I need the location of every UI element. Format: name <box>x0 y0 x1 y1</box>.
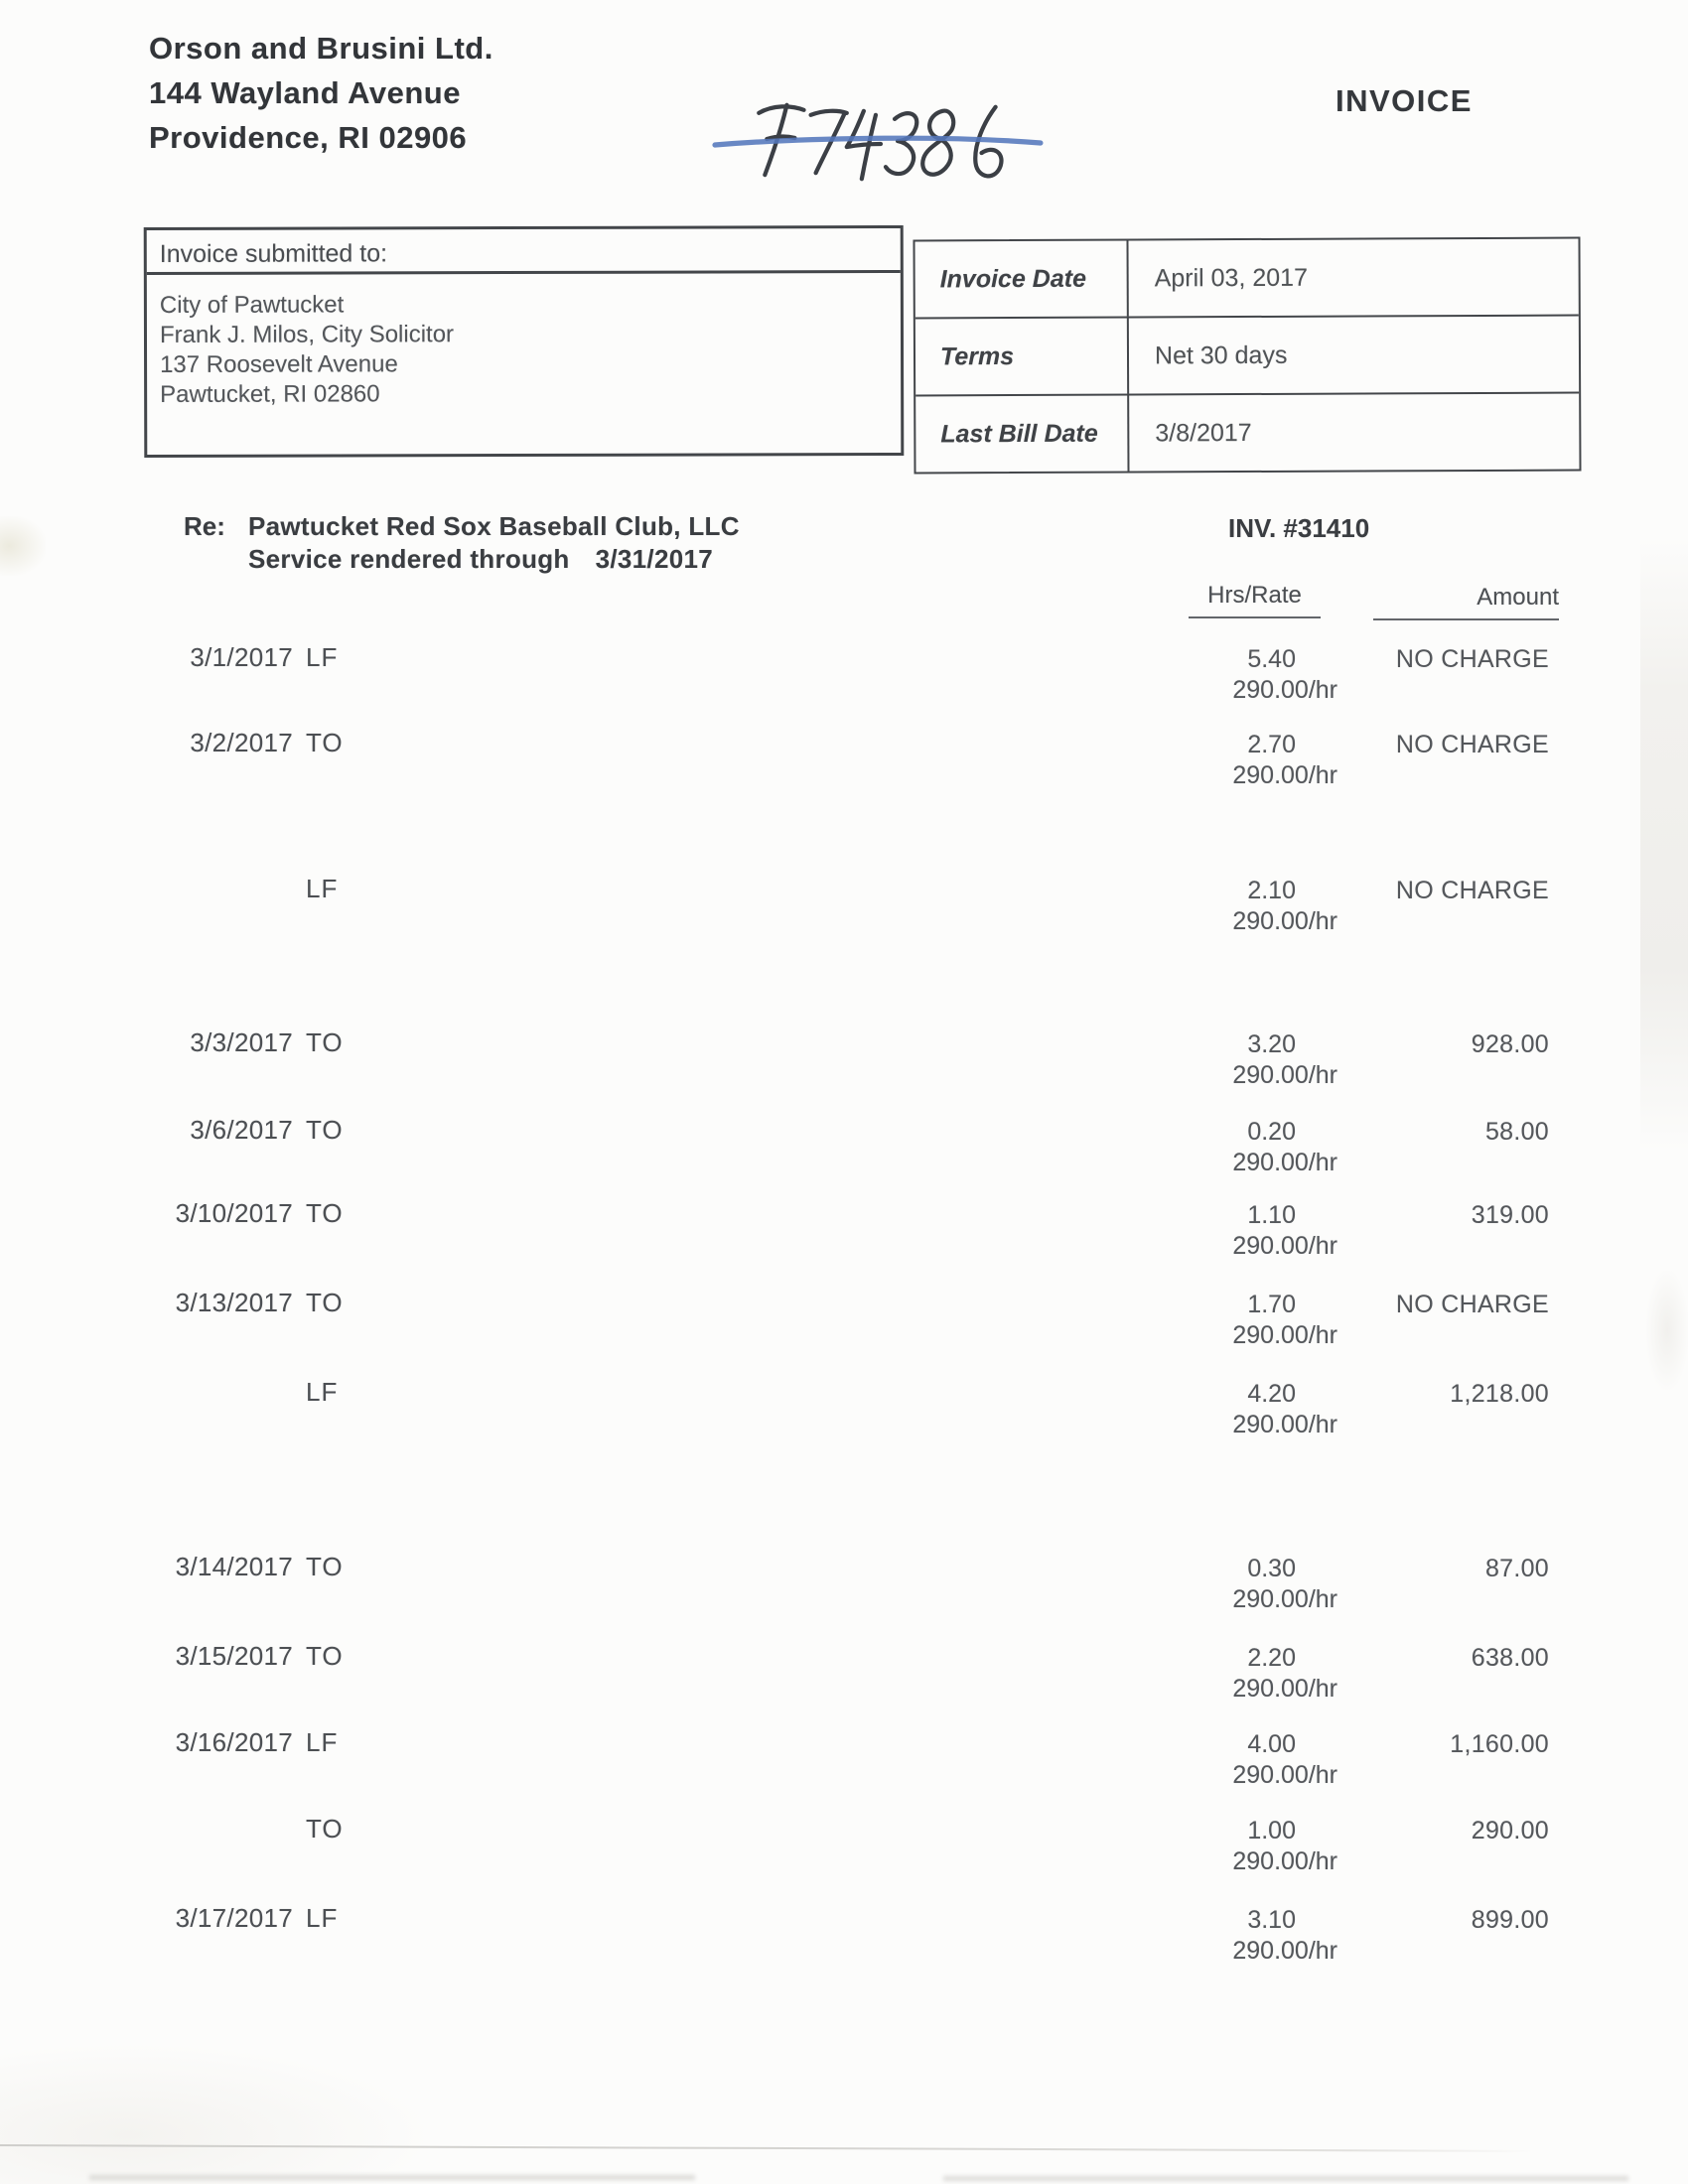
item-code: TO <box>306 1027 344 1057</box>
item-rate: 290.00/hr <box>1232 1675 1337 1703</box>
column-header-hrs-rate: Hrs/Rate <box>1189 582 1321 618</box>
invoice-date-value: April 03, 2017 <box>1154 263 1308 292</box>
item-date: 3/14/2017 <box>175 1552 293 1581</box>
item-hours: 3.10 <box>1247 1906 1296 1934</box>
line-item-row <box>0 642 1688 706</box>
item-rate: 290.00/hr <box>1232 1761 1337 1789</box>
submitted-to-label: Invoice submitted to: <box>147 228 901 275</box>
item-rate: 290.00/hr <box>1232 1149 1337 1176</box>
item-code: TO <box>306 1115 344 1145</box>
item-hours: 1.70 <box>1247 1291 1296 1318</box>
line-item-row <box>0 1377 1688 1440</box>
item-hours: 4.00 <box>1247 1730 1296 1758</box>
item-rate: 290.00/hr <box>1232 1937 1337 1965</box>
company-address-line2: Providence, RI 02906 <box>149 120 468 155</box>
item-hours: 2.20 <box>1247 1644 1296 1672</box>
item-amount: NO CHARGE <box>1395 1291 1549 1318</box>
item-hours: 1.10 <box>1247 1201 1296 1229</box>
item-amount: 87.00 <box>1484 1555 1549 1582</box>
item-code: TO <box>306 728 344 757</box>
submitted-to-line: City of Pawtucket <box>159 291 345 319</box>
item-code: LF <box>306 642 339 672</box>
item-hours: 4.20 <box>1247 1380 1296 1408</box>
service-rendered-line <box>248 544 713 575</box>
item-date: 3/16/2017 <box>175 1727 293 1757</box>
item-date: 3/6/2017 <box>190 1115 293 1145</box>
item-date: 3/2/2017 <box>190 728 293 757</box>
invoice-number: INV. #31410 <box>1228 513 1370 543</box>
item-code: TO <box>306 1288 344 1317</box>
item-code: TO <box>306 1198 344 1228</box>
item-date: 3/1/2017 <box>190 642 293 672</box>
item-date: 3/10/2017 <box>175 1198 293 1228</box>
item-amount: NO CHARGE <box>1395 877 1549 904</box>
item-hours: 2.70 <box>1247 731 1296 758</box>
company-address-line1: 144 Wayland Avenue <box>149 75 461 110</box>
scan-artifact <box>943 2176 1628 2181</box>
item-rate: 290.00/hr <box>1232 907 1337 935</box>
line-item-row <box>0 728 1688 791</box>
item-amount: NO CHARGE <box>1395 645 1549 673</box>
column-header-amount: Amount <box>1373 584 1559 620</box>
item-rate: 290.00/hr <box>1232 1321 1337 1349</box>
scan-artifact <box>0 2045 427 2184</box>
item-amount: 1,218.00 <box>1450 1380 1549 1408</box>
item-code: LF <box>306 1377 339 1407</box>
meta-label: Invoice Date <box>914 241 1128 318</box>
submitted-to-line: 137 Roosevelt Avenue <box>160 350 398 378</box>
item-amount: 319.00 <box>1471 1201 1549 1229</box>
line-item-row <box>0 1288 1688 1351</box>
submitted-to-line: Frank J. Milos, City Solicitor <box>159 321 455 348</box>
line-item-row <box>0 1814 1688 1877</box>
submitted-to-box <box>144 225 905 458</box>
item-rate: 290.00/hr <box>1232 1232 1337 1260</box>
client-name: Pawtucket Red Sox Baseball Club, LLC <box>248 511 740 541</box>
service-through-date: 3/31/2017 <box>595 544 713 574</box>
item-code: LF <box>306 1727 339 1757</box>
company-name: Orson and Brusini Ltd. <box>149 31 493 66</box>
item-amount: 638.00 <box>1471 1644 1549 1672</box>
item-date: 3/17/2017 <box>175 1903 293 1933</box>
item-date: 3/3/2017 <box>190 1027 293 1057</box>
meta-row-terms <box>915 317 1579 397</box>
line-item-row <box>0 874 1688 937</box>
scan-artifact-line <box>0 2144 1534 2152</box>
item-rate: 290.00/hr <box>1232 676 1337 704</box>
terms-value: Net 30 days <box>1154 341 1288 369</box>
item-code: TO <box>306 1552 344 1581</box>
line-item-row <box>0 1903 1688 1967</box>
line-item-row <box>0 1641 1688 1705</box>
re-label: Re: <box>184 511 225 541</box>
item-hours: 5.40 <box>1247 645 1296 673</box>
line-item-row <box>0 1552 1688 1615</box>
scan-artifact <box>89 2175 695 2180</box>
submitted-to-address <box>147 273 901 410</box>
last-bill-date-value: 3/8/2017 <box>1155 418 1252 447</box>
line-item-row <box>0 1027 1688 1091</box>
item-rate: 290.00/hr <box>1232 761 1337 789</box>
item-rate: 290.00/hr <box>1232 1061 1337 1089</box>
handwritten-invoice-number <box>711 91 1060 195</box>
line-item-row <box>0 1115 1688 1178</box>
item-amount: 928.00 <box>1471 1030 1549 1058</box>
invoice-meta-table <box>913 237 1581 475</box>
item-code: LF <box>306 874 339 903</box>
item-hours: 2.10 <box>1247 877 1296 904</box>
line-item-row <box>0 1198 1688 1262</box>
document-title: INVOICE <box>1336 83 1473 118</box>
item-amount: NO CHARGE <box>1395 731 1549 758</box>
item-rate: 290.00/hr <box>1232 1847 1337 1875</box>
item-hours: 0.20 <box>1247 1118 1296 1146</box>
item-code: TO <box>306 1814 344 1843</box>
line-item-row <box>0 1727 1688 1791</box>
item-rate: 290.00/hr <box>1232 1585 1337 1613</box>
item-date: 3/13/2017 <box>175 1288 293 1317</box>
item-amount: 1,160.00 <box>1450 1730 1549 1758</box>
item-amount: 58.00 <box>1484 1118 1549 1146</box>
item-hours: 3.20 <box>1247 1030 1296 1058</box>
meta-label: Terms <box>915 319 1129 395</box>
scan-artifact <box>0 516 46 576</box>
submitted-to-line: Pawtucket, RI 02860 <box>160 380 380 408</box>
meta-row-invoice-date <box>914 239 1578 320</box>
item-amount: 290.00 <box>1471 1817 1549 1844</box>
item-code: TO <box>306 1641 344 1671</box>
letterhead <box>149 26 493 160</box>
item-rate: 290.00/hr <box>1232 1411 1337 1438</box>
item-code: LF <box>306 1903 339 1933</box>
service-label: Service rendered through <box>248 544 570 574</box>
meta-row-last-bill-date <box>915 394 1579 473</box>
meta-label: Last Bill Date <box>915 396 1129 473</box>
item-amount: 899.00 <box>1471 1906 1549 1934</box>
item-date: 3/15/2017 <box>175 1641 293 1671</box>
item-hours: 0.30 <box>1247 1555 1296 1582</box>
item-hours: 1.00 <box>1247 1817 1296 1844</box>
